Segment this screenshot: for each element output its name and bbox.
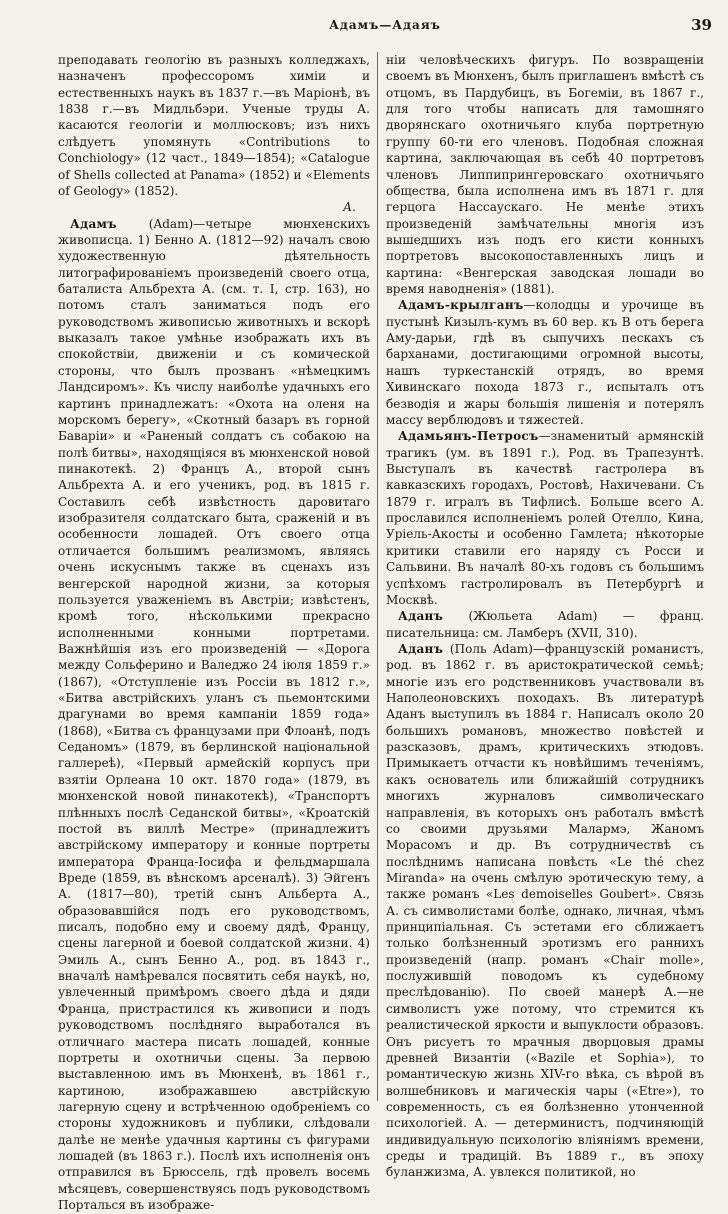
author-signature: А. <box>343 200 356 215</box>
entry-text: (Поль Adam)—французскій романистъ, род. въ 1862 г. въ аристократической семьѣ; многіе изъ его родственниковъ участвовали въ Наполеоновскихъ походахъ. Въ литературѣ Аданъ выступилъ въ 1884 г. Написалъ около 20 большихъ романовъ, множество повѣстей и разсказовъ, драмъ, критическихъ этюдовъ. Примыкаетъ отчасти къ новѣйшимъ теченіямъ, какъ основатель или ближайшій сотрудникъ многихъ журналовъ символическаго направленія, въ которыхъ онъ работалъ вмѣстѣ со своими друзьями Малармэ, Жаномъ Морасомъ и др. Въ сотрудничествѣ съ послѣднимъ написана повѣсть «Le thé chez Miranda» на очень смѣлую эротическую тему, а также романъ «Les demoiselles Goubert». Связь А. съ символистами болѣе, однако, личная, чѣмъ принципіальная. Съ эстетами его сближаетъ только болѣзненный эротизмъ его раннихъ произведеній (напр. романъ «Chair molle», послужившій поводомъ къ судебному преслѣдованію). По своей манерѣ А.—не символистъ уже потому, что стремится къ реалистической яркости и выпуклости образовъ. Онъ рисуетъ то мрачныя дворцовыя драмы древней Византіи («Bazile et Sophia»), то романтическую жизнь XIV-го вѣка, съ вѣрой въ волшебниковъ и магическія чары («Etre»), то современность, съ ея болѣзненно утонченной психологіей. А. — детерминистъ, подчиняющій индивидуальную психологію вліяніямъ времени, среды и традицій. Въ 1889 г., въ эпоху буланжизма, А. увлекся политикой, но <box>386 641 704 1180</box>
paragraph-continuation: ніи человѣческихъ фигуръ. По возвращеніи своемъ въ Мюнхенъ, былъ приглашенъ вмѣстѣ съ отцомъ, въ Пардубицъ, въ Богеміи, въ 1867 г., для того чтобы написать для тамошняго дворянскаго охотничьяго клуба портретную группу 60-ти его членовъ. Подобная сложная картина, заключающая въ себѣ 40 портретовъ членовъ Липпипрингеровскаго охотничьяго общества, была исполнена имъ въ 1871 г. для герцога Нассаускаго. Не менѣе этихъ произведеній замѣчательны многія изъ вышедшихъ изъ подъ его кисти конныхъ портретовъ высокопоставленныхъ лицъ и картина: «Венгерская заводская лошади во время наводненія» (1881). <box>386 53 704 297</box>
entry-adamyan-petros <box>386 428 704 608</box>
column-divider <box>377 52 378 1101</box>
entry-headword: Аданъ <box>398 641 444 656</box>
paragraph-continuation <box>58 52 370 216</box>
entry-headword: Адамъ <box>70 216 117 231</box>
running-head: Адамъ—Адаяъ <box>329 18 441 32</box>
entry-adan-paul <box>386 641 704 1181</box>
entry-text: —колодцы и урочище въ пустынѣ Кизылъ-кумъ въ 60 вер. къ В отъ берега Аму-дарьи, гдѣ въ сыпучихъ пескахъ съ барханами, достигающими огромной высоты, нашъ туркестанскій отрядъ, во время Хивинскаго похода 1873 г., испыталъ отъ безводія и жары большія лишенія и потерялъ массу верблюдовъ и тяжестей. <box>386 298 704 427</box>
entry-adam <box>58 216 370 1214</box>
entry-text: (Жюльета Adam) — франц. писательница: см. Ламберъ (XVII, 310). <box>386 609 704 640</box>
entry-adan-juliette <box>386 608 704 641</box>
entry-text: —знаменитый армянскій трагикъ (ум. въ 1891 г.). Род. въ Трапезунтѣ. Выступалъ въ качествѣ гастролера въ кавказскихъ городахъ, Ростовѣ, Нахичевани. Съ 1879 г. игралъ въ Тифлисѣ. Больше всего А. прославился исполненіемъ ролей Отелло, Кина, Уріель-Акосты и особенно Гамлета; нѣкоторые критики ставили его наряду съ Росси и Сальвини. Въ началѣ 80-хъ годовъ съ большимъ успѣхомъ гастролировалъ въ Петербургѣ и Москвѣ. <box>386 429 704 607</box>
right-column <box>386 52 704 1180</box>
page-number: 39 <box>691 16 712 34</box>
entry-headword: Адамьянъ-Петросъ <box>398 429 539 444</box>
left-column <box>58 52 370 1213</box>
entry-text: (Adam)—четыре мюнхенскихъ живописца. 1) Бенно А. (1812—92) началъ свою художественную дѣятельность литографированіемъ произведеній своего отца, баталиста Альбрехта А. (см. т. I, стр. 163), но потомъ сталъ заниматься подъ его руководствомъ живописью животныхъ и вскорѣ выказалъ такое умѣнье изображать ихъ въ спокойствіи, движеніи и съ комической стороны, что былъ прозванъ «нѣмецкимъ Ландсиромъ». Къ числу наиболѣе удачныхъ его картинъ принадлежатъ: «Охота на оленя на морскомъ берегу», «Скотный базаръ въ горной Баваріи» и «Раненый солдатъ съ собакою на полѣ битвы», находящіяся въ мюнхенской новой пинакотекѣ. 2) Францъ А., второй сынъ Альбрехта А. и его ученикъ, род. въ 1815 г. Составилъ себѣ извѣстность даровитаго изобразителя солдатскаго быта, сраженій и въ особенности лошадей. Отъ своего отца отличается большимъ реализмомъ, являясь очень искуснымъ также въ сценахъ изъ венгерской народной жизни, за которыя пользуется уваженіемъ въ Австріи; извѣстенъ, кромѣ того, нѣсколькими прекрасно исполненными конными портретами. Важнѣйшія изъ его произведеній — «Дорога между Сольферино и Валеджо 24 іюля 1859 г.» (1867), «Отступленіе изъ Россіи въ 1812 г.», «Битва австрійскихъ уланъ съ пьемонтскими драгунами во время кампаніи 1859 года» (1868), «Битва съ французами при Флоанѣ, подъ Седаномъ» (1879, въ берлинской національной галлереѣ), «Первый армейскій корпусъ при взятіи Орлеана 10 окт. 1870 года» (1879, въ мюнхенской новой пинакотекѣ), «Транспортъ плѣнныхъ послѣ Седанской битвы», «Кроатскій постой въ виллѣ Местре» (принадлежитъ австрійскому императору и конные портреты императора Франца-Іосифа и фельдмаршала Вреде (1859, въ вѣнскомъ арсеналѣ). 3) Эйгенъ А. (1817—80), третій сынъ Альберта А., образовавшійся подъ его руководствомъ, писалъ, подобно ему и своему дядѣ, Францу, сцены лагерной и боевой солдатской жизни. 4) Эмиль А., сынъ Бенно А., род. въ 1843 г., вначалѣ намѣревался посвятить себя наукѣ, но, увлеченный примѣромъ своего дѣда и дяди Франца, пристрастился къ живописи и подъ руководствомъ послѣдняго выработался въ отличнаго мастера писать лошадей, конные портреты и охотничьи сцены. За первою выставленною имъ въ Мюнхенѣ, въ 1861 г., картиною, изображавшею австрійскую лагерную сцену и встрѣченною одобреніемъ со стороны художниковъ и публики, слѣдовали далѣе не менѣе удачныя картины съ фигурами лошадей (въ 1863 г.). Послѣ ихъ исполненія онъ отправился въ Брюссель, гдѣ провелъ восемь мѣсяцевъ, совершенствуясь подъ руководствомъ Порталься въ изображе- <box>58 216 370 1213</box>
page-header <box>58 18 712 40</box>
entry-adam-krylgan <box>386 297 704 428</box>
paragraph-text: преподавать геологію въ разныхъ колледжахъ, назначенъ профессоромъ химіи и естественныхъ наукъ въ 1837 г.—въ Маріонѣ, въ 1838 г.—въ Мидльбэри. Ученые труды А. касаются геологіи и моллюсковъ; изъ нихъ слѣдуетъ упомянуть «Contributions to Conchiology» (12 част., 1849—1854); «Catalogue of Shells collected at Panama» (1852) и «Elements of Geology» (1852). <box>58 53 370 198</box>
entry-headword: Аданъ <box>398 609 444 624</box>
entry-headword: Адамъ-крылганъ <box>398 298 524 313</box>
